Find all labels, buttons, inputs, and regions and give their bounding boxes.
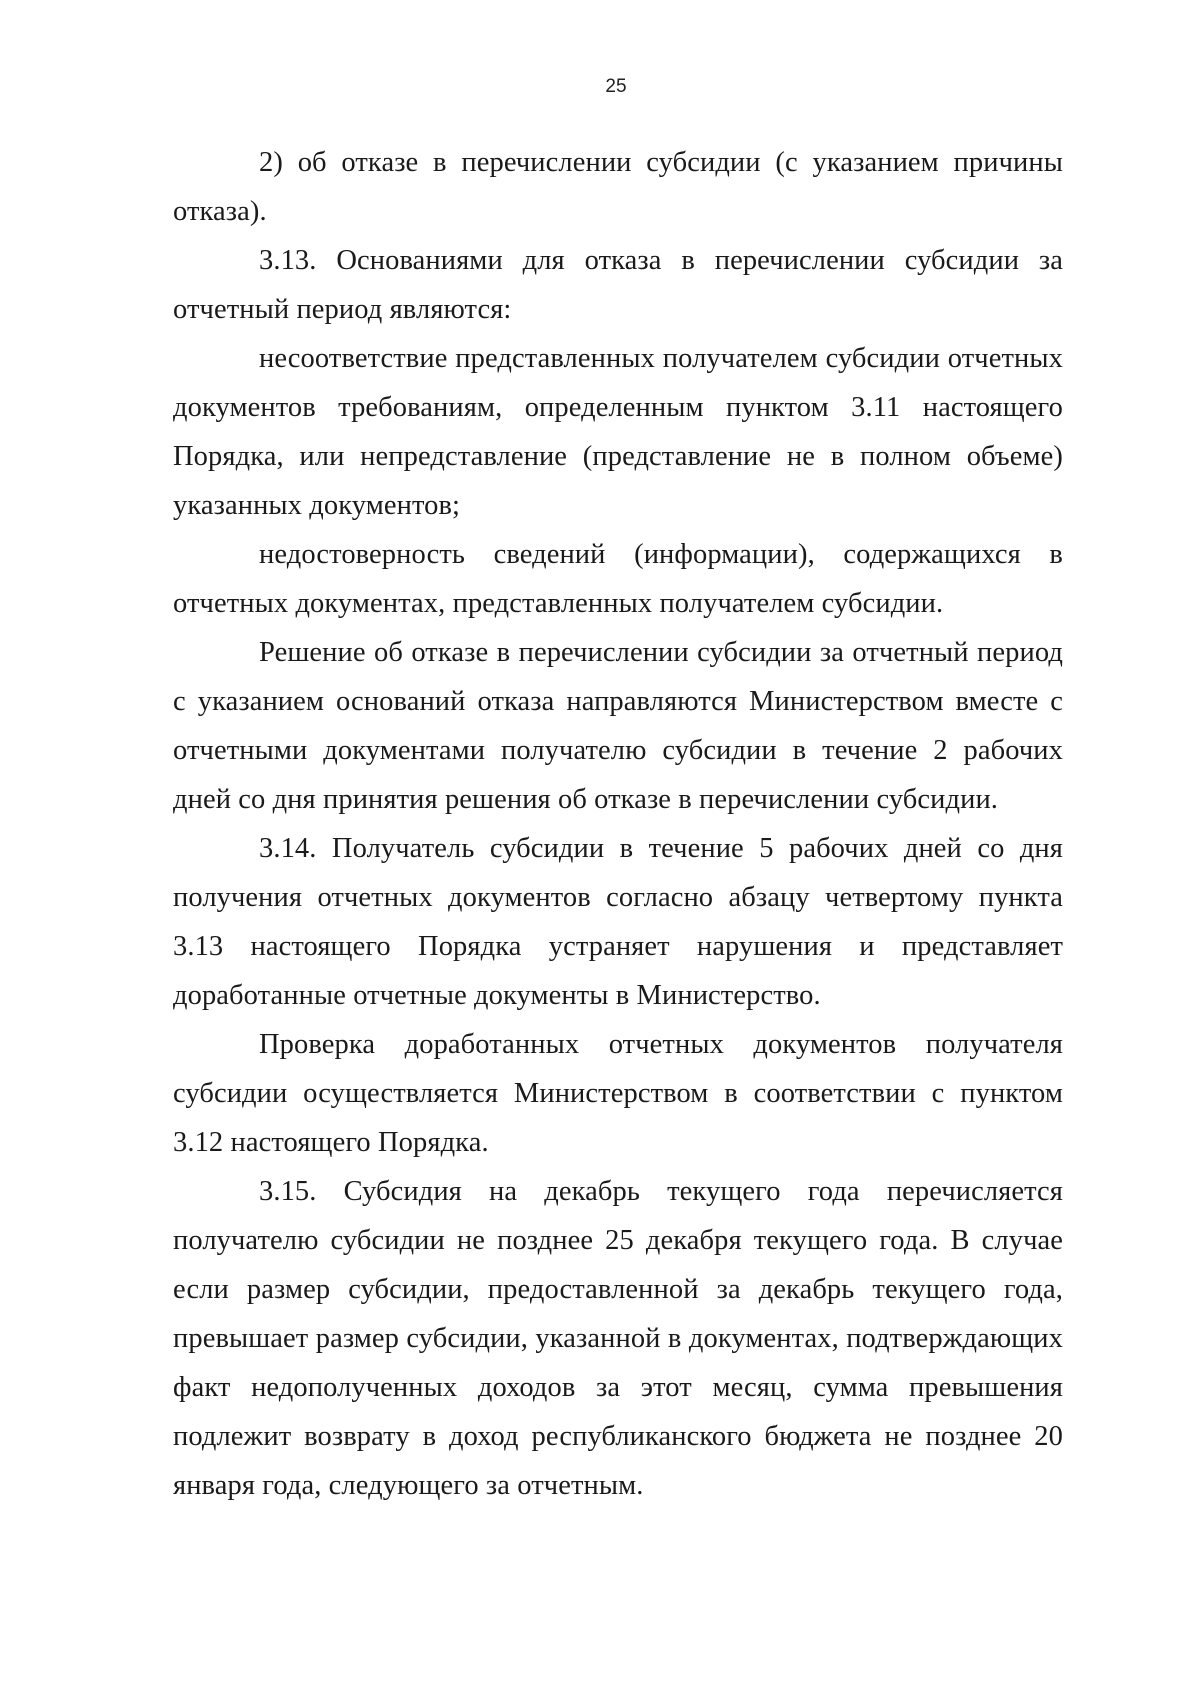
paragraph-refusal-notice: 2) об отказе в перечислении субсидии (с указанием причины отказа). — [173, 147, 1063, 227]
paragraph-3-15: 3.15. Субсидия на декабрь текущего года перечисляется получателю субсидии не позднее 25 декабря текущего года. В случае если размер субсидии, предоставленной за декабрь текущего года, превышает размер субсидии, указанной в документах, подтверждающих факт недополученных доходов за этот месяц, сумма превышения подлежит возврату в доход республиканского бюджета не позднее 20 января года, следующего за отчетным. — [173, 1176, 1063, 1501]
paragraph-3-14: 3.14. Получатель субсидии в течение 5 рабочих дней со дня получения отчетных документов согласно абзацу четвертому пункта 3.13 настоящего Порядка устраняет нарушения и представляет доработанные отчетные документы в Министерство. — [173, 833, 1063, 1011]
paragraph-3-13: 3.13. Основаниями для отказа в перечислении субсидии за отчетный период являются: — [173, 245, 1063, 325]
paragraph-revised-check: Проверка доработанных отчетных документов получателя субсидии осуществляется Министерством в соответствии с пунктом 3.12 настоящего Порядка. — [173, 1029, 1063, 1158]
document-body — [173, 138, 1063, 1510]
paragraph-unreliability: недостоверность сведений (информации), содержащихся в отчетных документах, представленных получателем субсидии. — [173, 539, 1063, 619]
page-number: 25 — [605, 76, 627, 97]
paragraph-refusal-decision: Решение об отказе в перечислении субсидии за отчетный период с указанием оснований отказа направляются Министерством вместе с отчетными документами получателю субсидии в течение 2 рабочих дней со дня принятия решения об отказе в перечислении субсидии. — [173, 637, 1063, 815]
paragraph-nonconformity: несоответствие представленных получателем субсидии отчетных документов требованиям, определенным пунктом 3.11 настоящего Порядка, или непредставление (представление не в полном объеме) указанных документов; — [173, 343, 1063, 521]
